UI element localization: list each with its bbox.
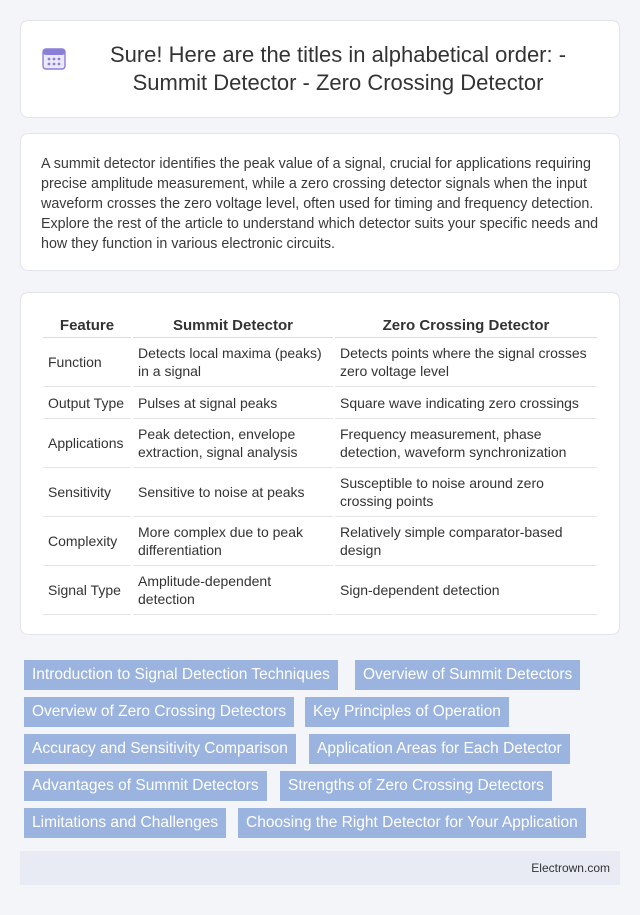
topic-tag[interactable]: Overview of Zero Crossing Detectors [24,697,294,727]
intro-paragraph: A summit detector identifies the peak value of a signal, crucial for applications requiring precise amplitude measurement, while a zero crossing detector signals when the input waveform crosses the zero voltage level, often used for timing and frequency detection. Explore the rest of the article to understand which detector suits your specific needs and how they function in various electronic circuits. [41,156,599,252]
topic-tag[interactable]: Advantages of Summit Detectors [24,771,267,801]
table-cell: Applications [43,419,131,468]
table-cell: Detects local maxima (peaks) in a signal [133,338,333,387]
table-cell: Function [43,338,131,387]
table-cell: More complex due to peak differentiation [133,517,333,566]
table-cell: Frequency measurement, phase detection, waveform synchronization [335,419,597,468]
table-header: Summit Detector [133,314,333,338]
topic-tag[interactable]: Key Principles of Operation [305,697,509,727]
table-cell: Detects points where the signal crosses zero voltage level [335,338,597,387]
topic-tag[interactable]: Accuracy and Sensitivity Comparison [24,734,296,764]
table-cell: Sign-dependent detection [335,566,597,615]
comparison-table [41,314,599,615]
table-cell: Signal Type [43,566,131,615]
page-title: Sure! Here are the titles in alphabetical order: - Summit Detector - Zero Crossing Detector [109,42,567,95]
table-cell: Sensitivity [43,468,131,517]
table-cell: Square wave indicating zero crossings [335,387,597,419]
table-row [43,387,597,419]
topic-tag[interactable]: Limitations and Challenges [24,808,226,838]
footer [20,851,620,885]
table-row [43,566,597,615]
table-header: Feature [43,314,131,338]
table-row [43,338,597,387]
topic-tag[interactable]: Choosing the Right Detector for Your Application [238,808,586,838]
title-card [20,20,620,118]
table-cell: Sensitive to noise at peaks [133,468,333,517]
table-cell: Complexity [43,517,131,566]
table-cell: Amplitude-dependent detection [133,566,333,615]
topic-tag[interactable]: Overview of Summit Detectors [355,660,580,690]
table-header-row [43,314,597,338]
comparison-table-card [20,292,620,635]
table-cell: Relatively simple comparator-based design [335,517,597,566]
table-cell: Output Type [43,387,131,419]
table-header: Zero Crossing Detector [335,314,597,338]
calendar-icon [41,45,67,71]
footer-site-name: Electrown.com [531,861,610,875]
table-cell: Pulses at signal peaks [133,387,333,419]
topic-tag[interactable]: Application Areas for Each Detector [309,734,570,764]
topic-tag[interactable]: Introduction to Signal Detection Techniques [24,660,338,690]
table-row [43,468,597,517]
table-row [43,517,597,566]
intro-card [20,133,620,271]
table-row [43,419,597,468]
table-cell: Peak detection, envelope extraction, signal analysis [133,419,333,468]
topic-tag[interactable]: Strengths of Zero Crossing Detectors [280,771,552,801]
table-cell: Susceptible to noise around zero crossing points [335,468,597,517]
